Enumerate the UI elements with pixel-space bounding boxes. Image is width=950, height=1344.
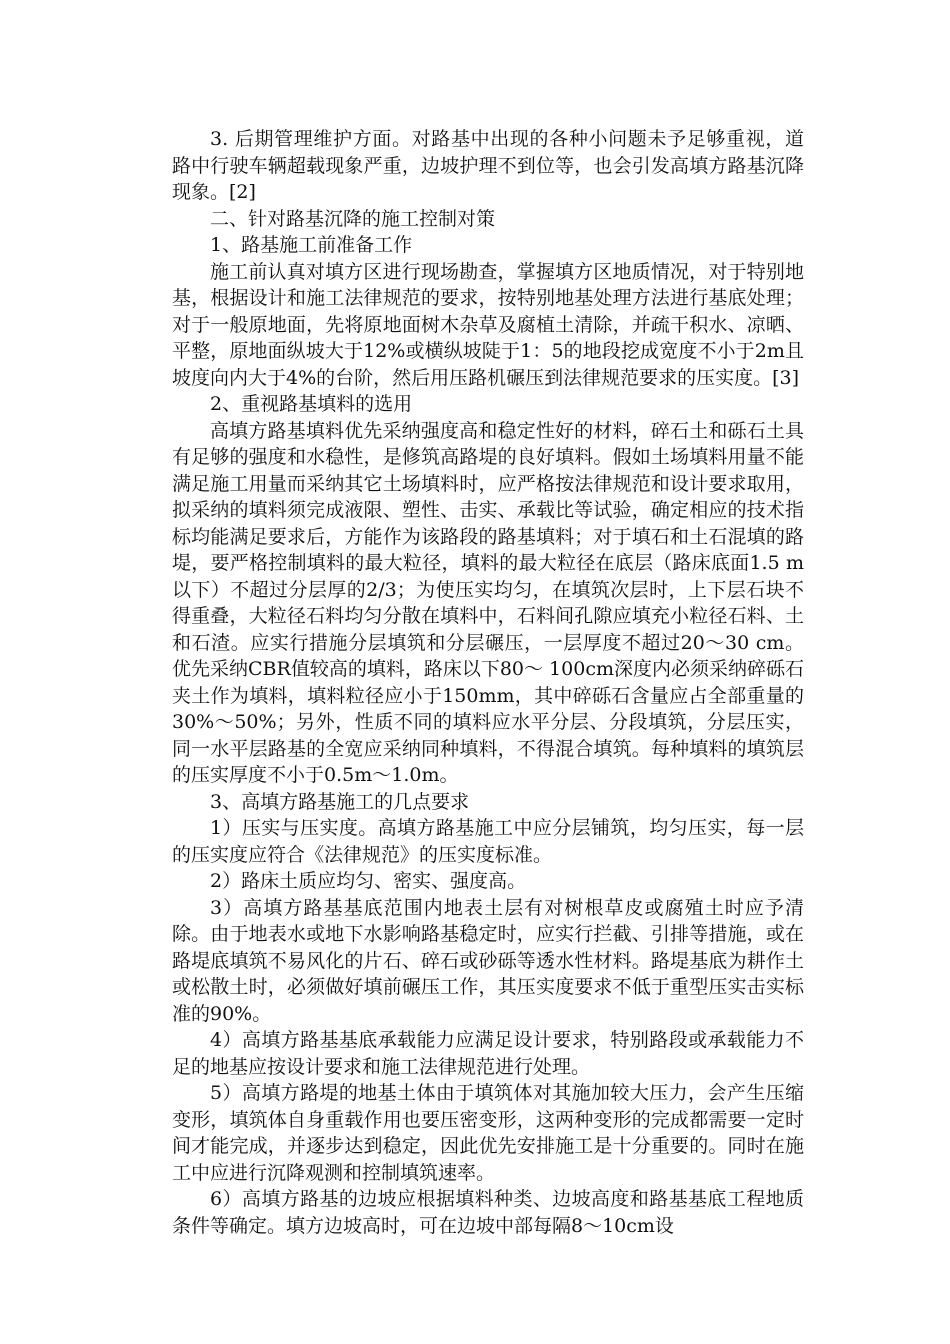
paragraph-preparation: 施工前认真对填方区进行现场勘查，掌握填方区地质情况，对于特别地基，根据设计和施工法律规范的要求，按特别地基处理方法进行基底处理；对于一般原地面，先将原地面树木杂草及腐植土清除，并疏干积水、凉晒、平整，原地面纵坡大于12%或横纵坡陡于1：5的地段挖成宽度不小于2m且坡度向内大于4%的台阶，然后用压路机碾压到法律规范要求的压实度。[3] bbox=[172, 260, 804, 389]
paragraph-requirement-6: 6）高填方路基的边坡应根据填料种类、边坡高度和路基基底工程地质条件等确定。填方边坡高时，可在边坡中部每隔8～10cm设 bbox=[172, 1188, 804, 1237]
paragraph-requirement-1: 1）压实与压实度。高填方路基施工中应分层铺筑，均匀压实，每一层的压实度应符合《法律规范》的压实度标准。 bbox=[172, 817, 804, 866]
paragraph-requirement-4: 4）高填方路基基底承载能力应满足设计要求，特别路段或承载能力不足的地基应按设计要求和施工法律规范进行处理。 bbox=[172, 1029, 804, 1078]
section-heading-countermeasures: 二、针对路基沉降的施工控制对策 bbox=[210, 207, 496, 230]
subheading-preparation: 1、路基施工前准备工作 bbox=[210, 234, 413, 256]
paragraph-fill-material: 高填方路基填料优先采纳强度高和稳定性好的材料，碎石土和砾石土具有足够的强度和水稳性，是修筑高路堤的良好填料。假如土场填料用量不能满足施工用量而采纳其它土场填料时，应严格按法律规范和设计要求取用，拟采纳的填料须完成液限、塑性、击实、承载比等试验，确定相应的技术指标均能满足要求后，方能作为该路段的路基填料；对于填石和土石混填的路堤，要严格控制填料的最大粒径，填料的最大粒径在底层（路床底面1.5 m以下）不超过分层厚的2/3；为使压实均匀，在填筑次层时，上下层石块不得重叠，大粒径石料均匀分散在填料中，石料间孔隙应填充小粒径石料、土和石渣。应实行措施分层填筑和分层碾压，一层厚度不超过20～30 cm。优先采纳CBR值较高的填料，路床以下80～ 100cm深度内必须采纳碎砾石夹土作为填料，填料粒径应小于150mm，其中碎砾石含量应占全部重量的30%～50%；另外，性质不同的填料应水平分层、分段填筑，分层压实，同一水平层路基的全宽应采纳同种填料，不得混合填筑。每种填料的填筑层的压实厚度不小于0.5m～1.0m。 bbox=[172, 419, 804, 786]
paragraph-requirement-3: 3）高填方路基基底范围内地表土层有对树根草皮或腐殖土时应予清除。由于地表水或地下水影响路基稳定时，应实行拦截、引排等措施，或在路堤底填筑不易风化的片石、碎石或砂砾等透水性材料。路堤基底为耕作土或松散土时，必须做好填前碾压工作，其压实度要求不低于重型压实击实标准的90%。 bbox=[172, 896, 804, 1025]
paragraph-maintenance: 3. 后期管理维护方面。对路基中出现的各种小问题未予足够重视，道路中行驶车辆超载现象严重，边坡护理不到位等，也会引发高填方路基沉降现象。[2] bbox=[172, 128, 804, 203]
paragraph-requirement-5: 5）高填方路堤的地基土体由于填筑体对其施加较大压力，会产生压缩变形，填筑体自身重载作用也要压密变形，这两种变形的完成都需要一定时间才能完成，并逐步达到稳定，因此优先安排施工是十分重要的。同时在施工中应进行沉降观测和控制填筑速率。 bbox=[172, 1082, 804, 1184]
subheading-requirements: 3、高填方路基施工的几点要求 bbox=[210, 790, 470, 813]
subheading-fill-material: 2、重视路基填料的选用 bbox=[210, 393, 413, 415]
paragraph-requirement-2: 2）路床土质应均匀、密实、强度高。 bbox=[210, 870, 527, 892]
document-body bbox=[172, 126, 804, 1239]
